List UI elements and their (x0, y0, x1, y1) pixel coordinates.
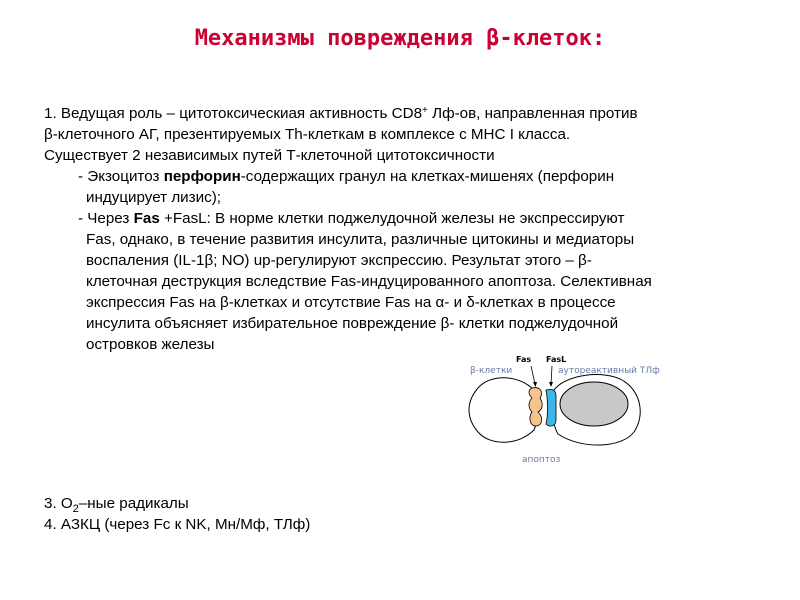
subitem-perforin-cont: индуцирует лизис); (86, 189, 221, 206)
subitem-perforin: - Экзоцитоз перфорин-содержащих гранул на клетках-мишенях (перфорин (78, 168, 615, 185)
fas-receptor-shape (529, 388, 542, 426)
item1-line2: β-клеточного АГ, презентируемых Th-клеткам в комплексе с МНС I класса. (44, 126, 571, 143)
tlf-nucleus (560, 382, 628, 426)
fasl-label: FasL (546, 355, 567, 364)
subitem-fas-line: экспрессия Fas на β-клетках и отсутствие Fas на α- и δ-клетках в процессе (86, 294, 616, 311)
bottom-items (44, 493, 310, 535)
fasl-arrow (551, 366, 552, 384)
page-title: Механизмы повреждения β-клеток: (194, 26, 606, 51)
item1-line3: Существует 2 независимых путей Т-клеточной цитотоксичности (44, 147, 495, 164)
beta-cell-shape (469, 378, 537, 443)
item3: 3. $O_2$–ные радикалы (44, 495, 189, 515)
perforin-bold: перфорин (163, 168, 241, 185)
fasl-ligand-shape (546, 389, 556, 426)
main-text (44, 103, 764, 355)
fasl-arrow-head (549, 382, 553, 387)
subitem-fas-line: инсулита объясняет избирательное повреждение β- клетки поджелудочной (86, 315, 619, 332)
subitem-fas: - Через Fas +FasL: В норме клетки поджелудочной железы не экспрессируют (78, 210, 625, 227)
fas-bold: Fas (133, 210, 160, 227)
apoptosis-label: апоптоз (522, 455, 561, 465)
fas-label: Fas (516, 355, 532, 364)
item4: 4. АЗКЦ (через Fc к NK, Мн/Мф, ТЛф) (44, 516, 311, 533)
subitem-fas-line: островков железы (86, 336, 215, 353)
subitem-fas-line: клеточная деструкция вследствие Fas-индуцированного апоптоза. Селективная (86, 273, 652, 290)
item1-line1: 1. Ведущая роль – цитотоксическиая активность CD8+ Лф-ов, направленная против (44, 105, 638, 122)
tlf-label: аутореактивный ТЛф (558, 366, 660, 376)
subitem-fas-line: воспаления (IL-1β; NO) up-регулируют экспрессию. Результат этого – β- (86, 252, 592, 269)
fas-arrow (531, 366, 535, 384)
beta-cell-label: β-клетки (470, 366, 513, 376)
subitem-fas-line: Fas, однако, в течение развития инсулита, различные цитокины и медиаторы (86, 231, 635, 248)
fas-arrow-head (533, 382, 537, 387)
fas-fasl-apoptosis-diagram (462, 352, 692, 470)
